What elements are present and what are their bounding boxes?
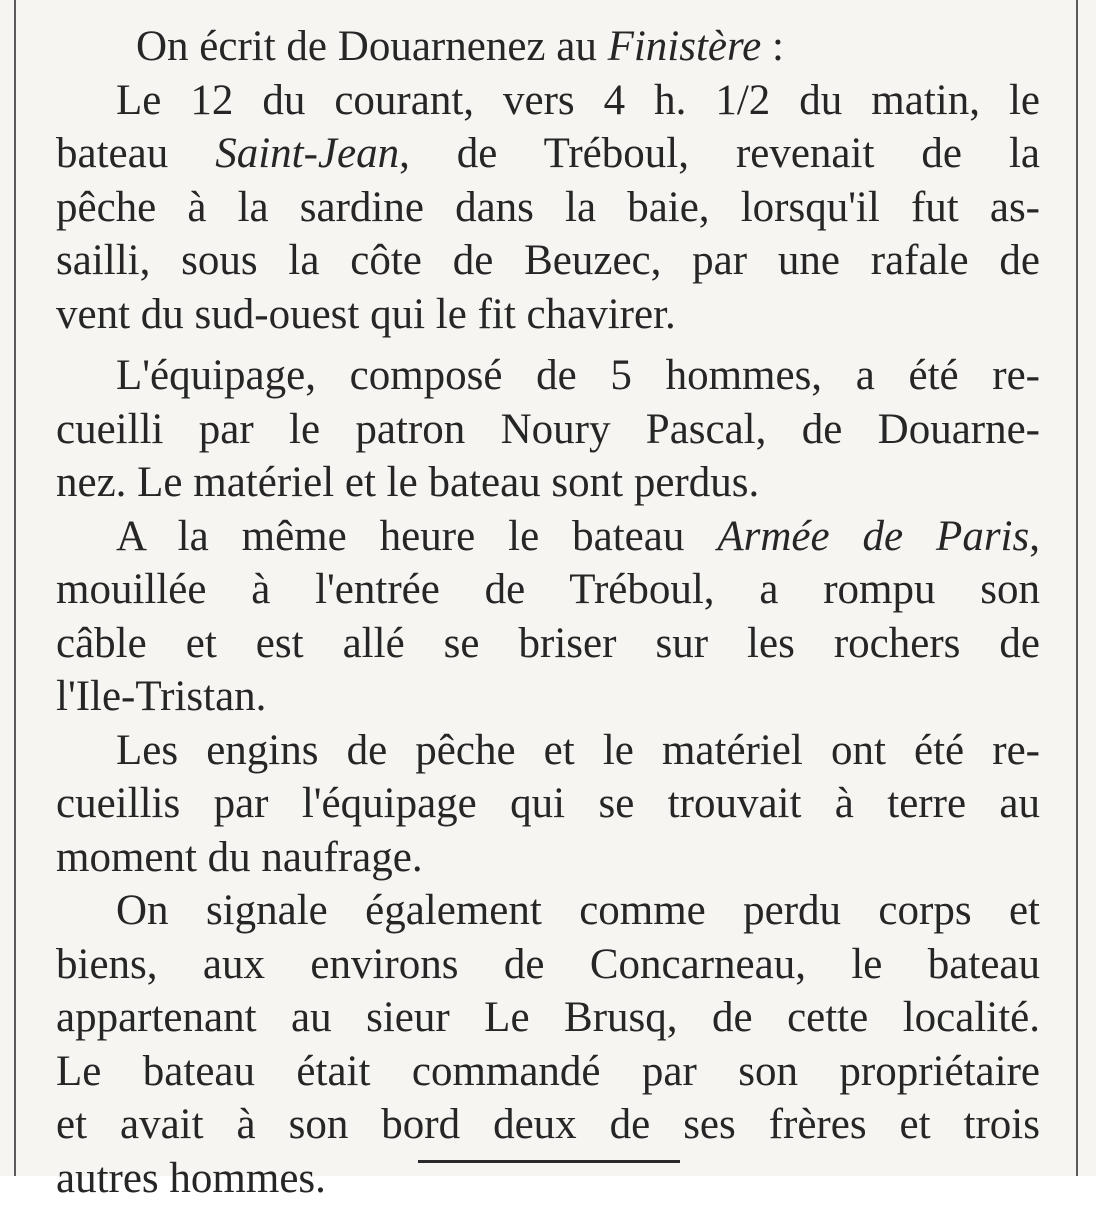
newspaper-name: Finistère <box>608 23 762 70</box>
ship-name: Saint-Jean <box>215 130 399 177</box>
paragraph-gear-recovered <box>56 724 1040 885</box>
paragraph-line: l'Ile-Tristan. <box>56 670 1040 724</box>
paragraph-line: câble et est allé se briser sur les rochers de <box>56 617 1040 671</box>
ship-name: Armée de Paris <box>717 513 1029 560</box>
paragraph-line: nez. Le matériel et le bateau sont perdus. <box>56 456 1040 510</box>
paragraph-line: pêche à la sardine dans la baie, lorsqu'il fut as- <box>56 181 1040 235</box>
paragraph-line: appartenant au sieur Le Brusq, de cette localité. <box>56 991 1040 1045</box>
paragraph-line: et avait à son bord deux de ses frères et trois <box>56 1098 1040 1152</box>
paragraph-line: On signale également comme perdu corps et <box>56 884 1040 938</box>
paragraph-line: mouillée à l'entrée de Tréboul, a rompu son <box>56 563 1040 617</box>
paragraph-concarneau-loss <box>56 884 1040 1205</box>
article-intro-line: On écrit de Douarnenez au Finistère : <box>56 20 1040 74</box>
paragraph-line: sailli, sous la côte de Beuzec, par une rafale de <box>56 234 1040 288</box>
paragraph-line: Le 12 du courant, vers 4 h. 1/2 du matin, le <box>56 74 1040 128</box>
article-end-rule <box>418 1160 680 1163</box>
paragraph-line: Le bateau était commandé par son propriétaire <box>56 1045 1040 1099</box>
paragraph-capsize-saint-jean <box>56 74 1040 342</box>
right-column-rule <box>1076 0 1078 1176</box>
paragraph-line: A la même heure le bateau Armée de Paris, <box>56 510 1040 564</box>
paragraph-line: vent du sud-ouest qui le fit chavirer. <box>56 288 1040 342</box>
left-column-rule <box>14 0 16 1176</box>
paragraph-armee-de-paris <box>56 510 1040 724</box>
paragraph-line: autres hommes. <box>56 1152 1040 1205</box>
paragraph-line: cueillis par l'équipage qui se trouvait à terre au <box>56 777 1040 831</box>
paragraph-line: moment du naufrage. <box>56 831 1040 885</box>
paragraph-line: biens, aux environs de Concarneau, le bateau <box>56 938 1040 992</box>
paragraph-line: L'équipage, composé de 5 hommes, a été re- <box>56 349 1040 403</box>
paragraph-line: Les engins de pêche et le matériel ont été re- <box>56 724 1040 778</box>
article-column <box>56 20 1040 1205</box>
paragraph-line: cueilli par le patron Noury Pascal, de Douarne- <box>56 403 1040 457</box>
paragraph-line: bateau Saint-Jean, de Tréboul, revenait de la <box>56 127 1040 181</box>
paragraph-crew-rescued <box>56 349 1040 510</box>
